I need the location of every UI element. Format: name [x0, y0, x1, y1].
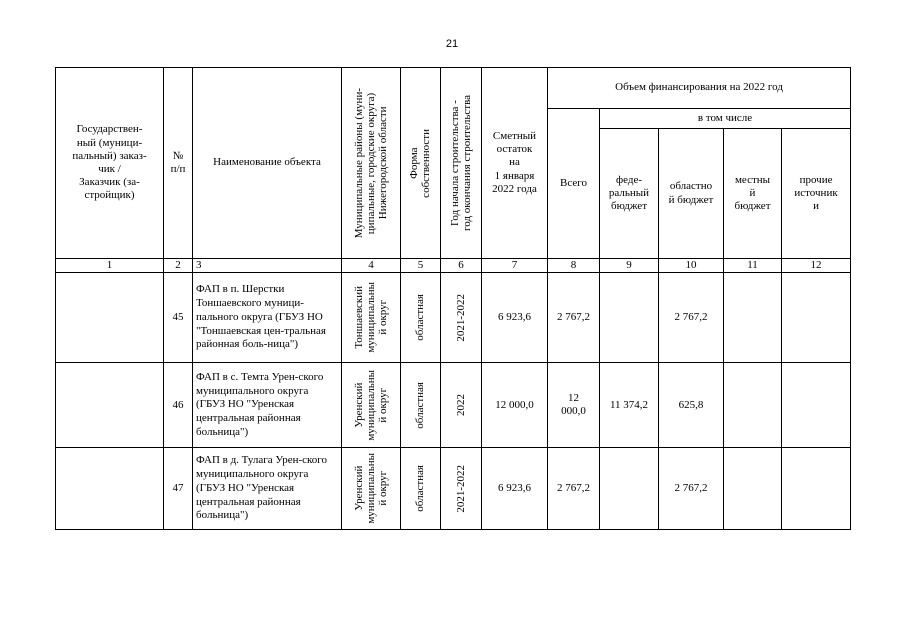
cell-object: ФАП в д. Тулага Урен-ского муниципального округа (ГБУЗ НО "Уренская центральная районная больница")	[193, 448, 342, 530]
column-numbers-row	[56, 259, 851, 273]
cell-local	[724, 273, 782, 363]
col-number: 11	[724, 259, 782, 273]
header-federal: феде- ральный бюджет	[600, 129, 659, 259]
cell-ownership	[401, 273, 441, 363]
cell-federal	[600, 448, 659, 530]
cell-num: 46	[164, 363, 193, 448]
cell-ownership	[401, 448, 441, 530]
cell-regional: 2 767,2	[659, 273, 724, 363]
header-years	[441, 68, 482, 259]
col-number: 6	[441, 259, 482, 273]
header-total: Всего	[548, 109, 600, 259]
cell-years-text: 2022	[454, 394, 467, 417]
cell-object: ФАП в с. Темта Урен-ского муниципального округа (ГБУЗ НО "Уренская центральная районная больница")	[193, 363, 342, 448]
header-municipal-text: Муниципальные районы (муни- ципальные, городские округа) Нижегородской области	[352, 87, 390, 239]
table-row	[56, 273, 851, 363]
cell-federal: 11 374,2	[600, 363, 659, 448]
header-object-name: Наименование объекта	[193, 68, 342, 259]
cell-municipal	[342, 363, 401, 448]
header-including: в том числе	[600, 109, 851, 129]
col-number: 3	[193, 259, 342, 273]
header-ownership	[401, 68, 441, 259]
header-other: прочие источник и	[782, 129, 851, 259]
cell-regional: 625,8	[659, 363, 724, 448]
cell-municipal	[342, 273, 401, 363]
cell-municipal-text: Уренский муниципальны й округ	[352, 369, 390, 441]
cell-num: 47	[164, 448, 193, 530]
cell-federal	[600, 273, 659, 363]
table-row	[56, 363, 851, 448]
cell-years	[441, 363, 482, 448]
cell-years	[441, 273, 482, 363]
col-number: 10	[659, 259, 724, 273]
cell-estimate: 6 923,6	[482, 448, 548, 530]
header-ownership-text: Форма собственности	[408, 128, 433, 198]
cell-num: 45	[164, 273, 193, 363]
header-financing: Объем финансирования на 2022 год	[548, 68, 851, 109]
cell-total: 12 000,0	[548, 363, 600, 448]
cell-ownership-text: областная	[414, 294, 427, 342]
col-number: 8	[548, 259, 600, 273]
cell-customer	[56, 448, 164, 530]
cell-ownership-text: областная	[414, 465, 427, 513]
col-number: 7	[482, 259, 548, 273]
table-row	[56, 448, 851, 530]
cell-customer	[56, 363, 164, 448]
col-number: 5	[401, 259, 441, 273]
col-number: 1	[56, 259, 164, 273]
cell-ownership-text: областная	[414, 381, 427, 429]
cell-years	[441, 448, 482, 530]
cell-other	[782, 363, 851, 448]
header-customer: Государствен- ный (муници- пальный) заказ- чик / Заказчик (за- стройщик)	[56, 68, 164, 259]
cell-local	[724, 363, 782, 448]
cell-other	[782, 448, 851, 530]
cell-estimate: 6 923,6	[482, 273, 548, 363]
cell-municipal-text: Тоншаевский муниципальны й округ	[352, 282, 390, 354]
cell-object: ФАП в п. Шерстки Тоншаевского муници-пального округа (ГБУЗ НО "Тоншаевская цен-тральная районная боль-ница")	[193, 273, 342, 363]
cell-local	[724, 448, 782, 530]
cell-regional: 2 767,2	[659, 448, 724, 530]
header-years-text: Год начала строительства - год окончания строительства	[448, 95, 473, 231]
cell-total: 2 767,2	[548, 448, 600, 530]
header-municipal	[342, 68, 401, 259]
cell-years-text: 2021-2022	[454, 464, 467, 513]
cell-ownership	[401, 363, 441, 448]
cell-estimate: 12 000,0	[482, 363, 548, 448]
financing-table	[55, 67, 851, 530]
cell-municipal-text: Уренский муниципальны й округ	[352, 453, 390, 525]
cell-other	[782, 273, 851, 363]
header-local: местны й бюджет	[724, 129, 782, 259]
header-num: № п/п	[164, 68, 193, 259]
cell-customer	[56, 273, 164, 363]
page-number: 21	[445, 38, 459, 50]
col-number: 12	[782, 259, 851, 273]
cell-total: 2 767,2	[548, 273, 600, 363]
header-regional: областно й бюджет	[659, 129, 724, 259]
cell-municipal	[342, 448, 401, 530]
col-number: 4	[342, 259, 401, 273]
col-number: 2	[164, 259, 193, 273]
header-estimate: Сметный остаток на 1 января 2022 года	[482, 68, 548, 259]
cell-years-text: 2021-2022	[454, 293, 467, 342]
col-number: 9	[600, 259, 659, 273]
